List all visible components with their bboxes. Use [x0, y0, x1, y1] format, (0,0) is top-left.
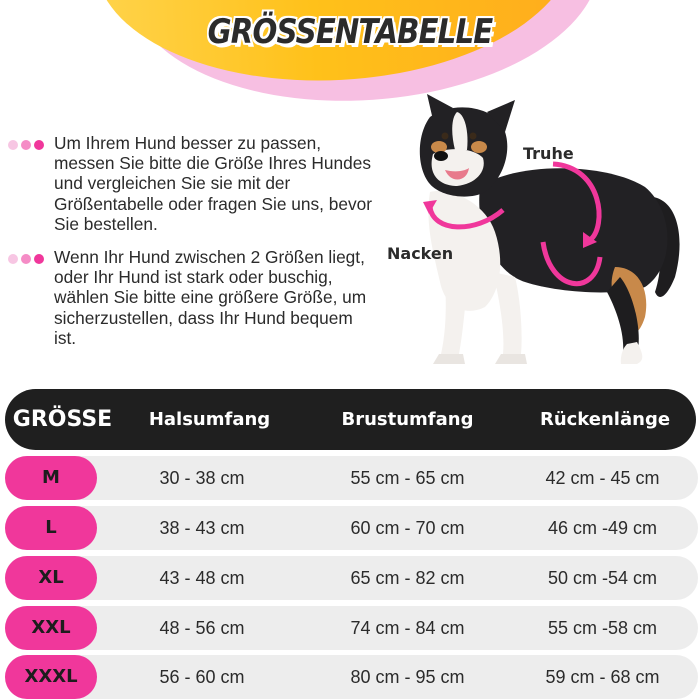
header-back: Rückenlänge	[539, 409, 671, 430]
back-cell: 50 cm -54 cm	[547, 568, 658, 588]
bullet-dots-icon	[8, 140, 54, 150]
size-badge: L	[5, 506, 97, 550]
table-header	[5, 389, 696, 450]
chest-cell: 55 cm - 65 cm	[350, 468, 465, 488]
info-text-2: Wenn Ihr Hund zwischen 2 Größen liegt, oder Ihr Hund ist stark oder buschig, wählen Sie bitte eine größere Größe, um sicherzustellen, dass Ihr Hund bequem ist.	[54, 247, 367, 348]
back-cell: 55 cm -58 cm	[547, 618, 658, 638]
size-badge: M	[5, 456, 97, 500]
neck-label: Nacken	[387, 244, 454, 263]
header-size: GRÖSSE	[12, 407, 113, 432]
table-row	[5, 655, 698, 699]
dog-measurement-illustration	[375, 92, 700, 392]
dog-icon	[375, 92, 700, 392]
chest-cell: 74 cm - 84 cm	[350, 618, 465, 638]
chest-label: Truhe	[523, 144, 574, 163]
info-paragraph-2	[8, 247, 378, 348]
table-row	[5, 456, 698, 500]
neck-cell: 30 - 38 cm	[159, 468, 245, 488]
size-badge: XL	[5, 556, 97, 600]
back-cell: 46 cm -49 cm	[547, 518, 658, 538]
neck-cell: 43 - 48 cm	[159, 568, 245, 588]
header-chest: Brustumfang	[341, 409, 474, 430]
neck-cell: 48 - 56 cm	[159, 618, 245, 638]
chest-cell: 80 cm - 95 cm	[350, 667, 465, 687]
neck-cell: 38 - 43 cm	[159, 518, 245, 538]
back-cell: 59 cm - 68 cm	[545, 667, 660, 687]
table-row	[5, 556, 698, 600]
chest-cell: 65 cm - 82 cm	[350, 568, 465, 588]
size-badge: XXL	[5, 606, 97, 650]
back-cell: 42 cm - 45 cm	[545, 468, 660, 488]
neck-cell: 56 - 60 cm	[159, 667, 245, 687]
chest-cell: 60 cm - 70 cm	[350, 518, 465, 538]
bullet-dots-icon	[8, 254, 54, 264]
table-row	[5, 606, 698, 650]
header-neck: Halsumfang	[148, 409, 271, 430]
info-paragraph-1	[8, 133, 378, 234]
table-row	[5, 506, 698, 550]
info-text-1: Um Ihrem Hund besser zu passen, messen Sie bitte die Größe Ihres Hundes und vergleichen Sie sie mit der Größentabelle oder fragen Sie uns, bevor Sie bestellen.	[54, 133, 372, 234]
page-title: GRÖSSENTABELLE	[207, 12, 493, 52]
size-badge: XXXL	[5, 655, 97, 699]
